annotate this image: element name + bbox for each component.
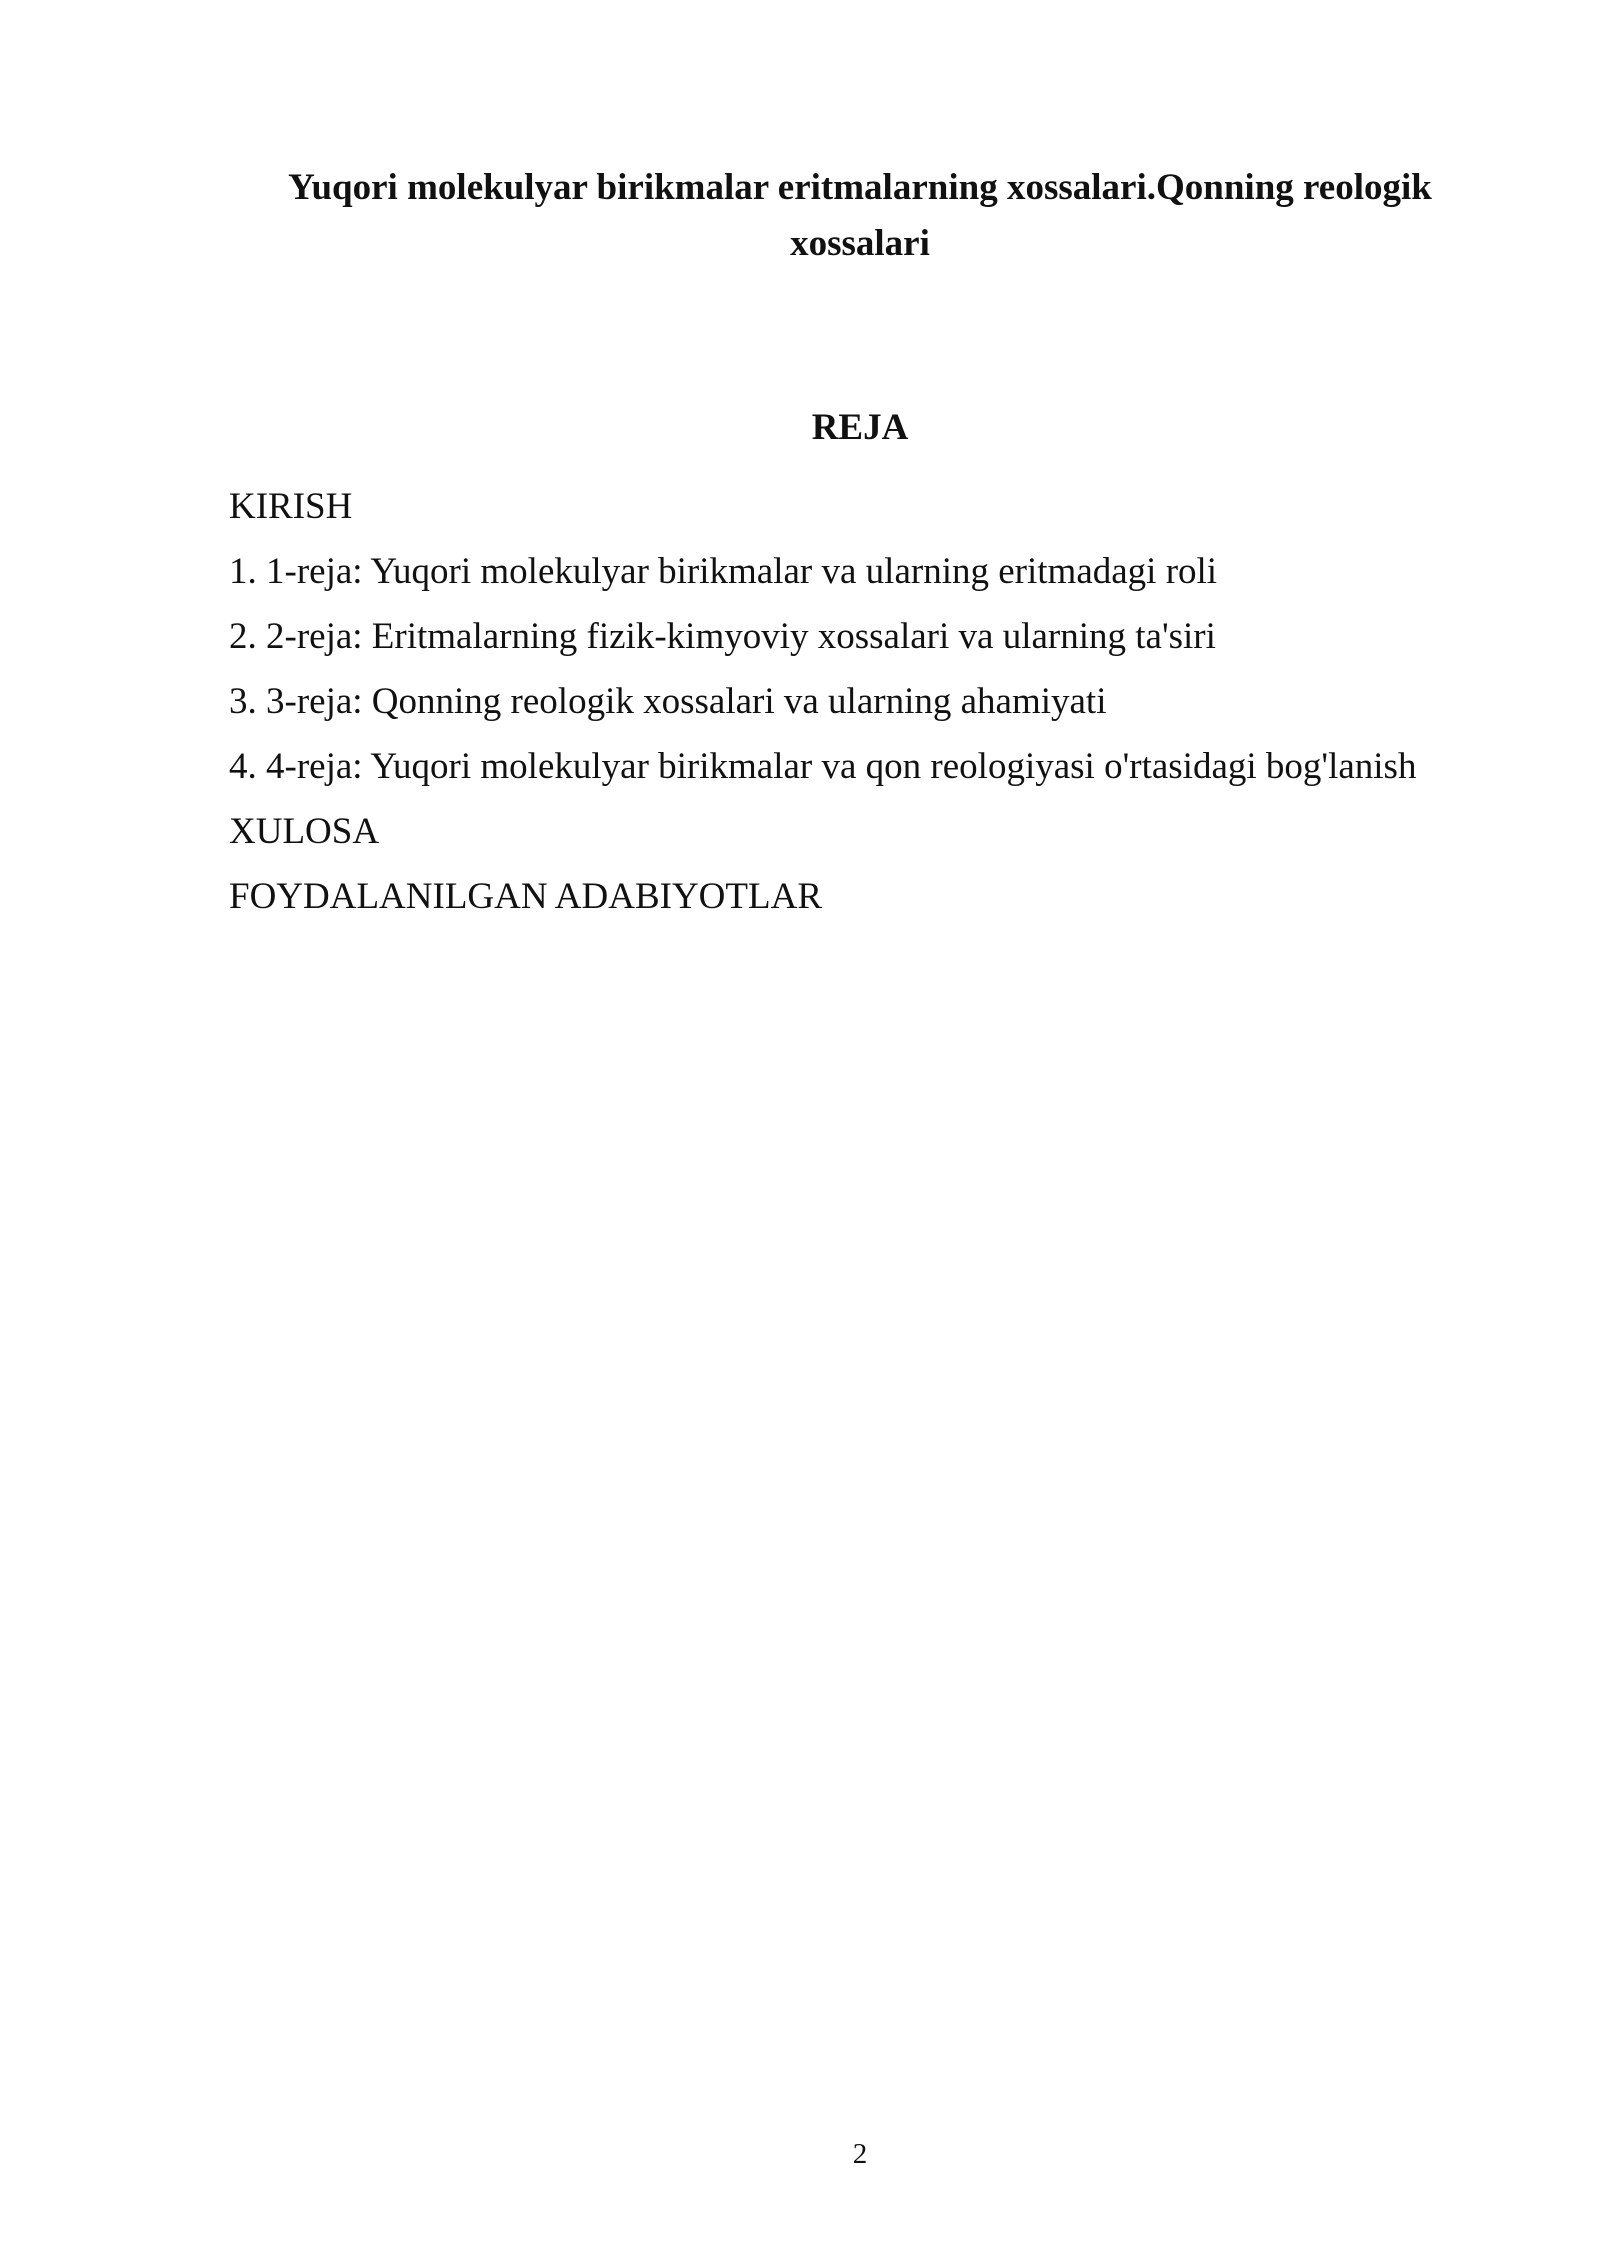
plan-item-3: 3. 3-reja: Qonning reologik xossalari va ularning ahamiyati — [229, 681, 1107, 722]
plan-item-references: FOYDALANILGAN ADABIYOTLAR — [229, 876, 822, 917]
plan-contents-list — [229, 474, 1529, 929]
plan-item-introduction: KIRISH — [229, 486, 353, 527]
plan-item-conclusion: XULOSA — [229, 811, 380, 852]
plan-item-2: 2. 2-reja: Eritmalarning fizik-kimyoviy xossalari va ularning ta'siri — [229, 616, 1216, 657]
document-title: Yuqori molekulyar birikmalar eritmalarning xossalari.Qonning reologik xossalari — [288, 167, 1432, 264]
page-number: 2 — [852, 2138, 868, 2170]
plan-heading: REJA — [811, 407, 909, 448]
plan-item-1: 1. 1-reja: Yuqori molekulyar birikmalar va ularning eritmadagi roli — [229, 551, 1218, 592]
plan-item-4: 4. 4-reja: Yuqori molekulyar birikmalar va qon reologiyasi o'rtasidagi bog'lanish — [229, 746, 1417, 787]
